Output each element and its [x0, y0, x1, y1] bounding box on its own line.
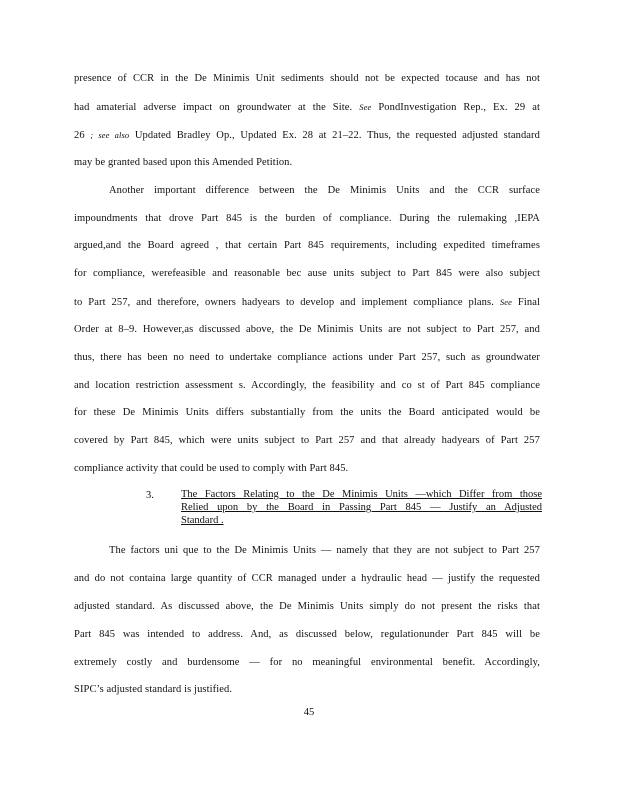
section-heading-line-2: Relied upon by the Board in Passing Part 845 — Justify an Adjusted [181, 502, 542, 513]
p2-line-11: compliance activity that could be used to comply with Part 845. [74, 463, 349, 474]
p2-line-5: to Part 257, and therefore, owners hadyears to develop and implement compliance plans. See Final [74, 297, 540, 308]
p1-line-4: may be granted based upon this Amended Petition. [74, 157, 293, 168]
p2-line-6: Order at 8–9. However,as discussed above, the De Minimis Units are not subject to Part 257, and [74, 324, 540, 335]
section-heading-line-3: Standard . [181, 515, 224, 526]
p3-line-3: adjusted standard. As discussed above, the De Minimis Units simply do not present the risks that [74, 601, 540, 612]
citation-signal: ; see also [90, 130, 130, 140]
p2-line-4: for compliance, werefeasible and reasonable bec ause units subject to Part 845 were also subject [74, 268, 540, 279]
section-heading [181, 488, 542, 527]
p3-line-6: SIPC’s adjusted standard is justified. [74, 684, 233, 695]
p2-line-3: argued,and the Board agreed , that certain Part 845 requirements, including expedited timeframes [74, 240, 540, 251]
p2-line-1: Another important difference between the De Minimis Units and the CCR surface [109, 185, 540, 196]
citation-signal: See [359, 102, 372, 112]
section-number: 3. [146, 490, 154, 501]
p2-line-10: covered by Part 845, which were units subject to Part 257 and that already hadyears of Part 257 [74, 435, 540, 446]
page-number: 45 [303, 707, 315, 718]
p2-line-8: and location restriction assessment s. Accordingly, the feasibility and co st of Part 845 compliance [74, 380, 540, 391]
p1-line-2: had amaterial adverse impact on groundwater at the Site. See PondInvestigation Rep., Ex. 29 at [74, 102, 540, 113]
p3-line-1: The factors uni que to the De Minimis Units — namely that they are not subject to Part 257 [109, 545, 540, 556]
citation-signal: See [499, 297, 512, 307]
p1-line-3: 26 ; see also Updated Bradley Op., Updated Ex. 28 at 21–22. Thus, the requested adjusted standard [74, 130, 541, 141]
p1-line-1: presence of CCR in the De Minimis Unit sediments should not be expected tocause and has not [74, 73, 540, 84]
p3-line-5: extremely costly and burdensome — for no meaningful environmental benefit. Accordingly, [74, 657, 540, 668]
section-heading-line-1: The Factors Relating to the De Minimis Units —which Differ from those [181, 489, 542, 500]
p2-line-7: thus, there has been no need to undertake compliance actions under Part 257, such as groundwater [74, 352, 540, 363]
p2-line-2: impoundments that drove Part 845 is the burden of compliance. During the rulemaking ,IEPA [74, 213, 540, 224]
p3-line-2: and do not containa large quantity of CCR managed under a hydraulic head — justify the requested [74, 573, 540, 584]
p3-line-4: Part 845 was intended to address. And, as discussed below, regulationunder Part 845 will be [74, 629, 540, 640]
p2-line-9: for these De Minimis Units differs substantially from the units the Board anticipated would be [74, 407, 540, 418]
